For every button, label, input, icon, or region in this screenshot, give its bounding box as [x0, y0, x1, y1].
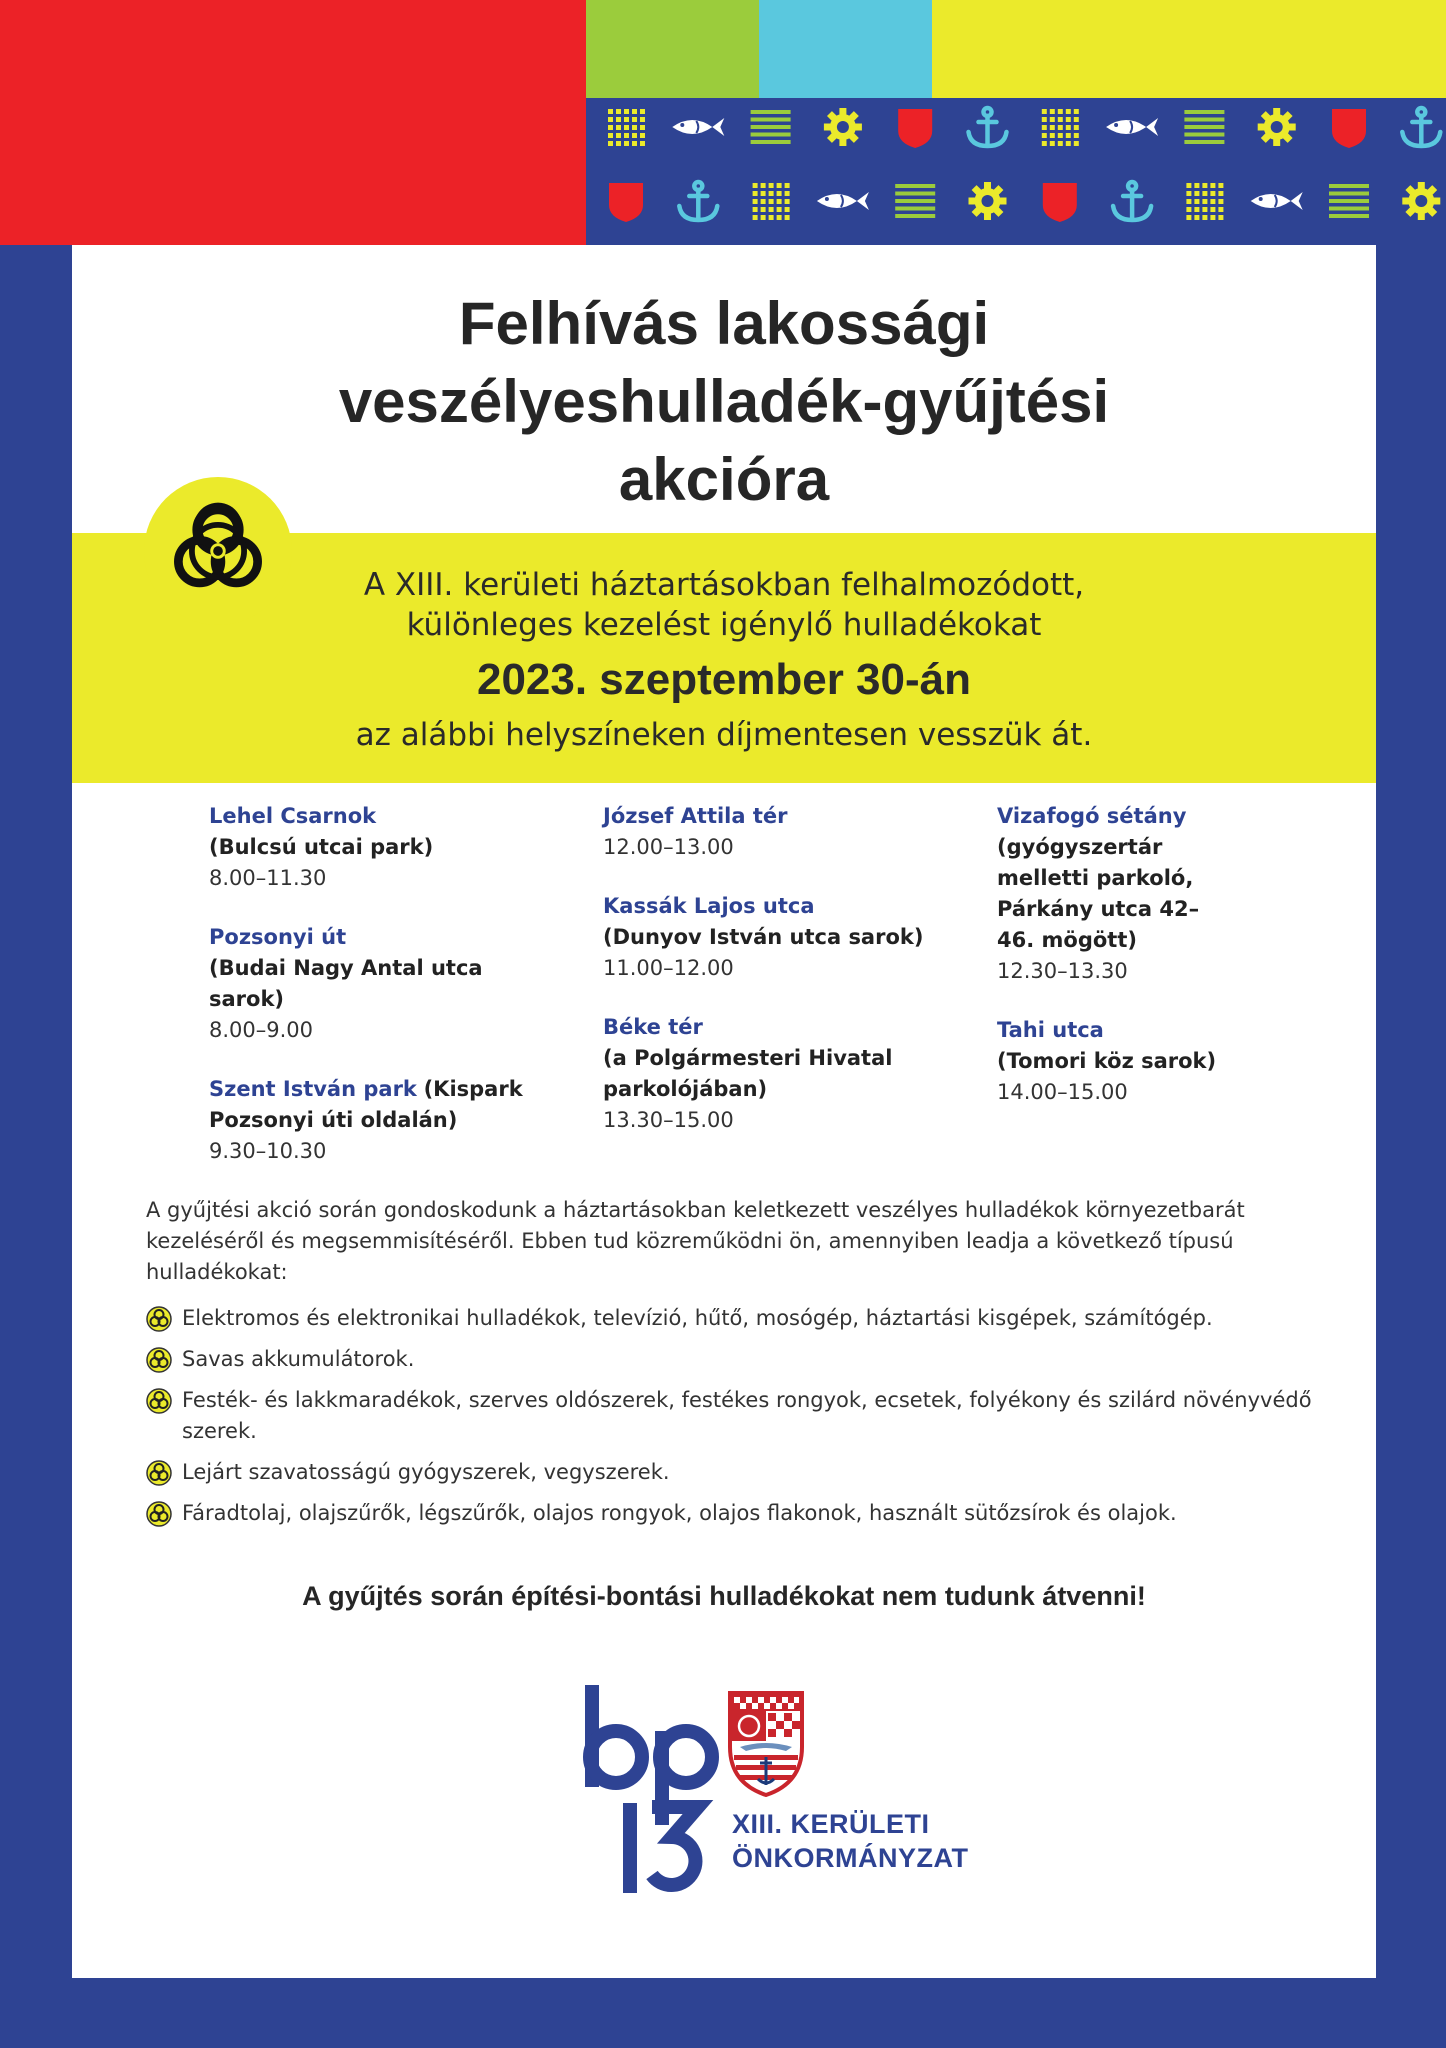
- location-item: [603, 891, 943, 984]
- location-detail: (Bulcsú utcai park): [209, 835, 434, 859]
- location-name: Tahi utca: [997, 1018, 1104, 1042]
- header-cyan-block: [759, 0, 932, 98]
- biohazard-bullet-icon: [146, 1460, 172, 1486]
- anchor-icon: [969, 108, 1007, 146]
- organization-name: [732, 1807, 968, 1875]
- lines-icon: [895, 184, 935, 218]
- district-logo: [580, 1685, 1000, 1925]
- location-time: 9.30–10.30: [209, 1139, 327, 1163]
- fish-icon: [1251, 192, 1303, 210]
- biohazard-bullet-icon: [146, 1306, 172, 1332]
- locations-column-1: [209, 801, 539, 1195]
- location-detail: (gyógyszertár melletti parkoló, Párkány utca 42–46. mögött): [997, 835, 1200, 952]
- warning-notice: A gyűjtés során építési-bontási hulladékokat nem tudunk átvenni!: [302, 1581, 1146, 1611]
- fish-icon: [672, 118, 724, 136]
- band-line-3: az alábbi helyszíneken díjmentesen vesszük át.: [355, 717, 1093, 753]
- location-item: [997, 1015, 1217, 1108]
- biohazard-bullet-icon: [146, 1347, 172, 1373]
- biohazard-bullet-icon: [146, 1501, 172, 1527]
- list-item-text: Savas akkumulátorok.: [182, 1347, 415, 1371]
- location-name: Béke tér: [603, 1015, 703, 1039]
- location-item: [603, 801, 943, 863]
- location-item: [603, 1012, 943, 1136]
- biohazard-bullet-icon: [146, 1388, 172, 1414]
- list-item: [146, 1457, 1326, 1488]
- grid-icon: [608, 109, 645, 146]
- org-line-1: XIII. KERÜLETI: [732, 1809, 930, 1839]
- title-line-2: veszélyeshulladék-gyűjtési: [338, 368, 1110, 435]
- location-name: Pozsonyi út: [209, 925, 347, 949]
- location-time: 11.00–12.00: [603, 956, 734, 980]
- location-detail: (Tomori köz sarok): [997, 1049, 1217, 1073]
- band-line-1: A XIII. kerületi háztartásokban felhalmozódott,: [363, 567, 1085, 603]
- shield-icon: [1043, 183, 1077, 222]
- location-time: 8.00–11.30: [209, 866, 327, 890]
- list-item: [146, 1344, 1326, 1375]
- location-item: [209, 801, 539, 894]
- bp13-mark: [580, 1685, 720, 1895]
- location-detail: (Dunyov István utca sarok): [603, 925, 924, 949]
- event-date: 2023. szeptember 30-án: [476, 655, 972, 704]
- list-item-text: Lejárt szavatosságú gyógyszerek, vegyszerek.: [182, 1460, 670, 1484]
- list-item-text: Fáradtolaj, olajszűrők, légszűrők, olajos rongyok, olajos flakonok, használt sütőzsírok és olajok.: [182, 1501, 1177, 1525]
- location-name: József Attila tér: [603, 804, 788, 828]
- header-green-block: [586, 0, 759, 98]
- location-name: Vizafogó sétány: [997, 804, 1187, 828]
- lines-icon: [1329, 184, 1369, 218]
- page-title: [72, 285, 1376, 519]
- gear-icon: [1402, 182, 1440, 220]
- lines-icon: [751, 110, 791, 144]
- location-item: [209, 922, 539, 1046]
- anchor-icon: [679, 182, 717, 220]
- list-item: [146, 1303, 1326, 1334]
- location-detail: (Kispark Pozsonyi úti oldalán): [209, 1077, 523, 1132]
- anchor-icon: [1402, 108, 1440, 146]
- fish-icon: [817, 192, 869, 210]
- header-red-block: [0, 0, 586, 245]
- header-icon-pattern: [586, 98, 1446, 245]
- gear-icon: [824, 108, 862, 146]
- lines-icon: [1184, 110, 1224, 144]
- intro-paragraph: A gyűjtési akció során gondoskodunk a háztartásokban keletkezett veszélyes hulladékok környezetbarát kezeléséről és megsemmisítéséről. Ebben tud közreműködni ön, amennyiben leadja a következő típusú hulladékokat:: [146, 1198, 1245, 1284]
- accepted-waste-list: [146, 1303, 1326, 1539]
- locations-column-3: [997, 801, 1217, 1136]
- location-name: Lehel Csarnok: [209, 804, 377, 828]
- shield-icon: [609, 183, 643, 222]
- grid-icon: [1186, 183, 1223, 220]
- location-time: 8.00–9.00: [209, 1018, 314, 1042]
- location-time: 14.00–15.00: [997, 1080, 1128, 1104]
- anchor-icon: [1113, 182, 1151, 220]
- list-item: [146, 1498, 1326, 1529]
- grid-icon: [753, 183, 790, 220]
- list-item-text: Festék- és lakkmaradékok, szerves oldószerek, festékes rongyok, ecsetek, folyékony és szilárd növényvédő szerek.: [182, 1388, 1312, 1443]
- gear-icon: [969, 182, 1007, 220]
- list-item: [146, 1385, 1326, 1447]
- location-time: 12.00–13.00: [603, 835, 734, 859]
- list-item-text: Elektromos és elektronikai hulladékok, televízió, hűtő, mosógép, háztartási kisgépek, számítógép.: [182, 1306, 1213, 1330]
- fish-icon: [1106, 118, 1158, 136]
- title-line-3: akcióra: [618, 446, 830, 513]
- header-yellow-block: [932, 0, 1446, 98]
- location-item: [997, 801, 1217, 987]
- location-item: [209, 1074, 539, 1167]
- location-time: 12.30–13.30: [997, 959, 1128, 983]
- pattern-icons: [586, 98, 1446, 245]
- location-name: Kassák Lajos utca: [603, 894, 815, 918]
- location-time: 13.30–15.00: [603, 1108, 734, 1132]
- shield-icon: [898, 109, 932, 148]
- org-line-2: ÖNKORMÁNYZAT: [732, 1843, 969, 1873]
- location-name: Szent István park: [209, 1077, 417, 1101]
- locations-column-2: [603, 801, 943, 1164]
- poster-sheet: [72, 245, 1376, 1978]
- location-detail: (a Polgármesteri Hivatal parkolójában): [603, 1046, 893, 1101]
- shield-icon: [1332, 109, 1366, 148]
- band-line-2: különleges kezelést igénylő hulladékokat: [406, 607, 1042, 643]
- coat-of-arms-icon: [726, 1685, 806, 1797]
- grid-icon: [1042, 109, 1079, 146]
- title-line-1: Felhívás lakossági: [458, 290, 990, 357]
- location-detail: (Budai Nagy Antal utca sarok): [209, 956, 483, 1011]
- gear-icon: [1258, 108, 1296, 146]
